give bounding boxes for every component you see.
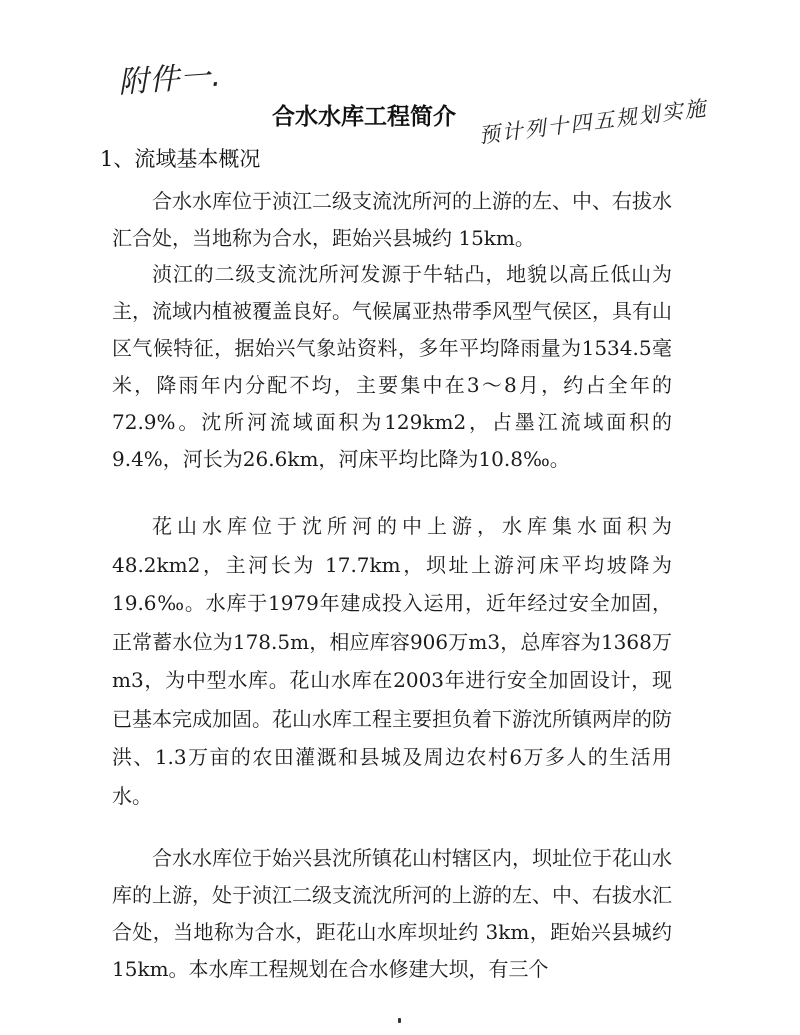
paragraph-basin: 浈江的二级支流沈所河发源于牛轱凸，地貌以高丘低山为主，流域内植被覆盖良好。气候属亚热带季风型气侯区，具有山区气候特征，据始兴气象站资料，多年平均降雨量为1534.5毫米，降雨年内分配不均，主要集中在3～8月，约占全年的72.9%。沈所河流域面积为129km2，占墨江流域面积的9.4%，河长为26.6km，河床平均比降为10.8‰。 <box>112 262 672 471</box>
paragraph-huashan-reservoir: 花山水库位于沈所河的中上游，水库集水面积为48.2km2，主河长为 17.7km，坝址上游河床平均坡降为19.6‰。水库于1979年建成投入运用，近年经过安全加固，正常蓄水位为178.5m，相应库容906万m3，总库容为1368万m3，为中型水库。花山水库在2003年进行安全加固设计，现已基本完成加固。花山水库工程主要担负着下游沈所镇两岸的防洪、1.3万亩的农田灌溉和县城及周边农村6万多人的生活用水。 <box>112 514 672 808</box>
handwritten-attachment-label: 附件一. <box>117 58 223 101</box>
paragraph-location: 合水水库位于浈江二级支流沈所河的上游的左、中、右拔水汇合处，当地称为合水，距始兴县城约 15km。 <box>112 189 672 250</box>
section-heading: 1、流域基本概况 <box>100 147 261 171</box>
document-title: 合水水库工程简介 <box>272 104 456 130</box>
scan-mark <box>398 1018 401 1023</box>
paragraph-heshui-reservoir: 合水水库位于始兴县沈所镇花山村辖区内，坝址位于花山水库的上游，处于浈江二级支流沈所河的上游的左、中、右拔水汇合处，当地称为合水，距花山水库坝址约 3km，距始兴县城约15km。本水库工程规划在合水修建大坝，有三个 <box>112 846 672 981</box>
handwritten-note: 预计列十四五规划实施 <box>477 96 709 148</box>
